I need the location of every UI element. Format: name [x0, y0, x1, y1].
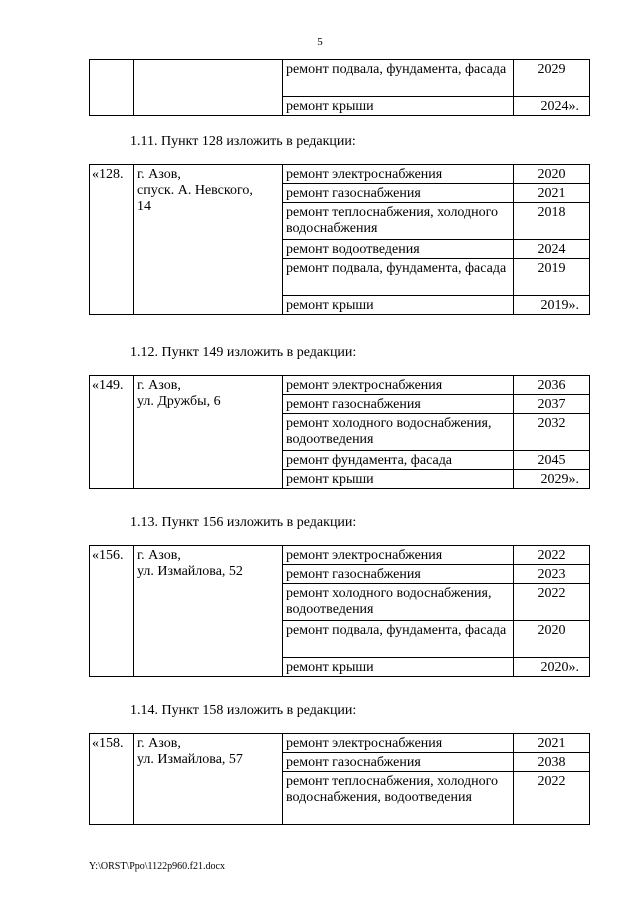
table-row — [90, 546, 590, 565]
table-continuation — [89, 59, 590, 116]
work-cell: ремонт газоснабжения — [283, 184, 514, 203]
table-item-149 — [89, 375, 590, 489]
work-cell: ремонт крыши — [283, 296, 514, 315]
paragraph-heading: 1.14. Пункт 158 изложить в редакции: — [130, 703, 357, 718]
year-cell: 2018 — [514, 203, 590, 240]
address-line: ул. Измайлова, 52 — [137, 564, 243, 579]
year-cell: 2036 — [514, 376, 590, 395]
address-line: 14 — [137, 199, 151, 214]
address-line: спуск. А. Невского, — [137, 183, 253, 198]
address-cell — [134, 376, 283, 489]
paragraph-heading: 1.11. Пункт 128 изложить в редакции: — [130, 134, 356, 149]
address-line: г. Азов, — [137, 378, 181, 393]
address-cell — [134, 60, 283, 116]
year-cell: 2032 — [514, 414, 590, 451]
work-cell: ремонт газоснабжения — [283, 395, 514, 414]
address-line: ул. Измайлова, 57 — [137, 752, 243, 767]
work-cell: ремонт газоснабжения — [283, 565, 514, 584]
item-number: «156. — [90, 546, 134, 677]
year-cell: 2023 — [514, 565, 590, 584]
page-number: 5 — [317, 36, 323, 48]
item-number — [90, 60, 134, 116]
year-cell: 2020 — [514, 621, 590, 658]
year-cell: 2021 — [514, 184, 590, 203]
item-number: «149. — [90, 376, 134, 489]
work-cell: ремонт подвала, фундамента, фасада — [283, 621, 514, 658]
table-row — [90, 165, 590, 184]
table-row — [90, 60, 590, 97]
address-line: г. Азов, — [137, 736, 181, 751]
work-cell: ремонт холодного водоснабжения, водоотведения — [283, 414, 514, 451]
year-cell: 2038 — [514, 753, 590, 772]
year-cell: 2019 — [514, 259, 590, 296]
work-cell: ремонт крыши — [283, 97, 514, 116]
work-cell: ремонт теплоснабжения, холодного водоснабжения, водоотведения — [283, 772, 514, 825]
work-cell: ремонт электроснабжения — [283, 734, 514, 753]
work-cell: ремонт электроснабжения — [283, 546, 514, 565]
table-item-158 — [89, 733, 590, 825]
address-line: г. Азов, — [137, 167, 181, 182]
year-cell: 2029». — [514, 470, 590, 489]
table-item-156 — [89, 545, 590, 677]
table-item-128 — [89, 164, 590, 315]
address-line: г. Азов, — [137, 548, 181, 563]
work-cell: ремонт газоснабжения — [283, 753, 514, 772]
year-cell: 2022 — [514, 546, 590, 565]
paragraph-heading: 1.12. Пункт 149 изложить в редакции: — [130, 345, 357, 360]
work-cell: ремонт водоотведения — [283, 240, 514, 259]
address-cell — [134, 734, 283, 825]
work-cell: ремонт теплоснабжения, холодного водоснабжения — [283, 203, 514, 240]
file-path-footer: Y:\ORST\Ppo\1122p960.f21.docx — [89, 861, 225, 872]
work-cell: ремонт фундамента, фасада — [283, 451, 514, 470]
paragraph-heading: 1.13. Пункт 156 изложить в редакции: — [130, 515, 357, 530]
year-cell: 2020». — [514, 658, 590, 677]
item-number: «128. — [90, 165, 134, 315]
year-cell: 2029 — [514, 60, 590, 97]
table-row — [90, 734, 590, 753]
year-cell: 2020 — [514, 165, 590, 184]
work-cell: ремонт крыши — [283, 470, 514, 489]
address-cell — [134, 546, 283, 677]
year-cell: 2024 — [514, 240, 590, 259]
year-cell: 2024». — [514, 97, 590, 116]
item-number: «158. — [90, 734, 134, 825]
work-cell: ремонт подвала, фундамента, фасада — [283, 60, 514, 97]
table-row — [90, 376, 590, 395]
work-cell: ремонт холодного водоснабжения, водоотведения — [283, 584, 514, 621]
year-cell: 2022 — [514, 584, 590, 621]
work-cell: ремонт электроснабжения — [283, 376, 514, 395]
year-cell: 2037 — [514, 395, 590, 414]
address-line: ул. Дружбы, 6 — [137, 394, 221, 409]
year-cell: 2045 — [514, 451, 590, 470]
work-cell: ремонт крыши — [283, 658, 514, 677]
work-cell: ремонт подвала, фундамента, фасада — [283, 259, 514, 296]
work-cell: ремонт электроснабжения — [283, 165, 514, 184]
year-cell: 2019». — [514, 296, 590, 315]
year-cell: 2022 — [514, 772, 590, 825]
year-cell: 2021 — [514, 734, 590, 753]
address-cell — [134, 165, 283, 315]
